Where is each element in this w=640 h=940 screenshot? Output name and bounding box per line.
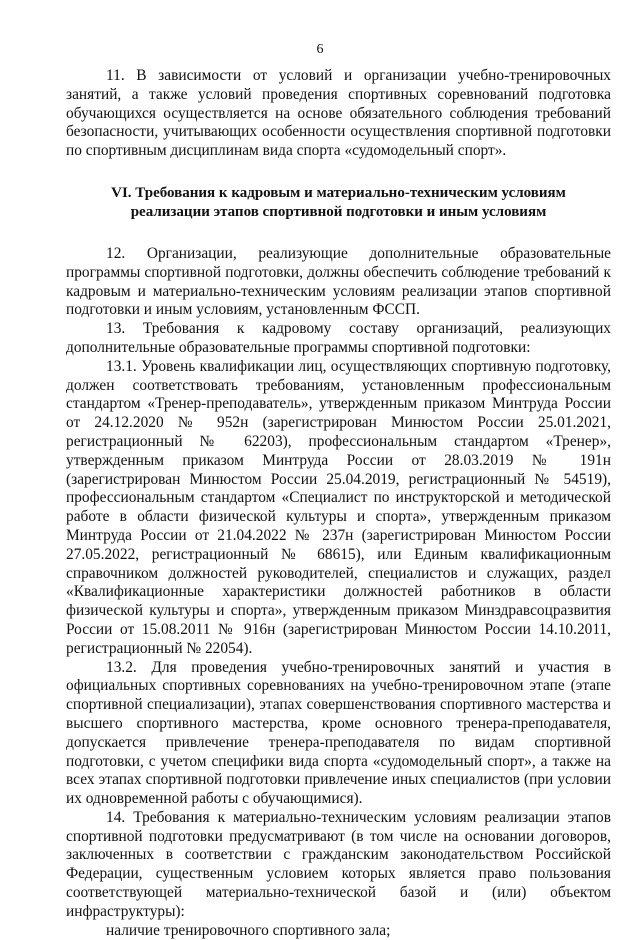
page-number: 6 xyxy=(316,42,324,57)
paragraph-14-item-1: наличие тренировочного спортивного зала; xyxy=(106,921,391,939)
section-heading-line-2: реализации этапов спортивной подготовки и иным условиям xyxy=(130,203,547,220)
paragraph-12: 12. Организации, реализующие дополнительные образовательные программы спортивной подготовки, должны обеспечить соблюдение требований к кадровым и материально-техническим условиям реализации этапов спортивной подготовки и иным условиям, установленным ФССП. xyxy=(66,244,611,319)
section-heading xyxy=(66,184,611,222)
paragraph-14: 14. Требования к материально-техническим условиям реализации этапов спортивной подготовки предусматривают (в том числе на основании договоров, заключенных в соответствии с гражданским законодательством Российской Федерации, существенным условием которых является право пользования соответствующей материально-технической базой и (или) объектом инфраструктуры): xyxy=(66,808,611,920)
paragraph-11: 11. В зависимости от условий и организации учебно-тренировочных занятий, а также условий проведения спортивных соревнований подготовка обучающихся осуществляется на основе обязательного соблюдения требований безопасности, учитывающих особенности осуществления спортивной подготовки по спортивным дисциплинам вида спорта «судомодельный спорт». xyxy=(66,67,611,160)
document-body xyxy=(66,67,611,940)
paragraph-13: 13. Требования к кадровому составу организаций, реализующих дополнительные образовательные программы спортивной подготовки: xyxy=(66,320,611,356)
paragraph-13-1: 13.1. Уровень квалификации лиц, осуществляющих спортивную подготовку, должен соответствовать требованиям, установленным профессиональным стандартом «Тренер-преподаватель», утвержденным приказом Минтруда России от 24.12.2020 № 952н (зарегистрирован Минюстом России 25.01.2021, регистрационный № 62203), профессиональным стандартом «Тренер», утвержденным приказом Минтруда России от 28.03.2019 № 191н (зарегистрирован Минюстом России 25.04.2019, регистрационный № 54519), профессиональным стандартом «Специалист по инструкторской и методической работе в области физической культуры и спорта», утвержденным приказом Минтруда России от 21.04.2022 № 237н (зарегистрирован Минюстом России 27.05.2022, регистрационный № 68615), или Единым квалификационным справочником должностей руководителей, специалистов и служащих, раздел «Квалификационные характеристики должностей работников в области физической культуры и спорта», утвержденным приказом Минздравсоцразвития России от 15.08.2011 № 916н (зарегистрирован Минюстом России 14.10.2011, регистрационный № 22054). xyxy=(66,357,611,657)
paragraph-13-2: 13.2. Для проведения учебно-тренировочных занятий и участия в официальных спортивных соревнованиях на учебно-тренировочном этапе (этапе спортивной специализации), этапах совершенствования спортивного мастерства и высшего спортивного мастерства, кроме основного тренера-преподавателя, допускается привлечение тренера-преподавателя по видам спортивной подготовки, с учетом специфики вида спорта «судомодельный спорт», а также на всех этапах спортивной подготовки привлечение иных специалистов (при условии их одновременной работы с обучающимися). xyxy=(66,658,611,808)
section-heading-line-1: VI. Требования к кадровым и материально-техническим условиям xyxy=(111,184,566,201)
